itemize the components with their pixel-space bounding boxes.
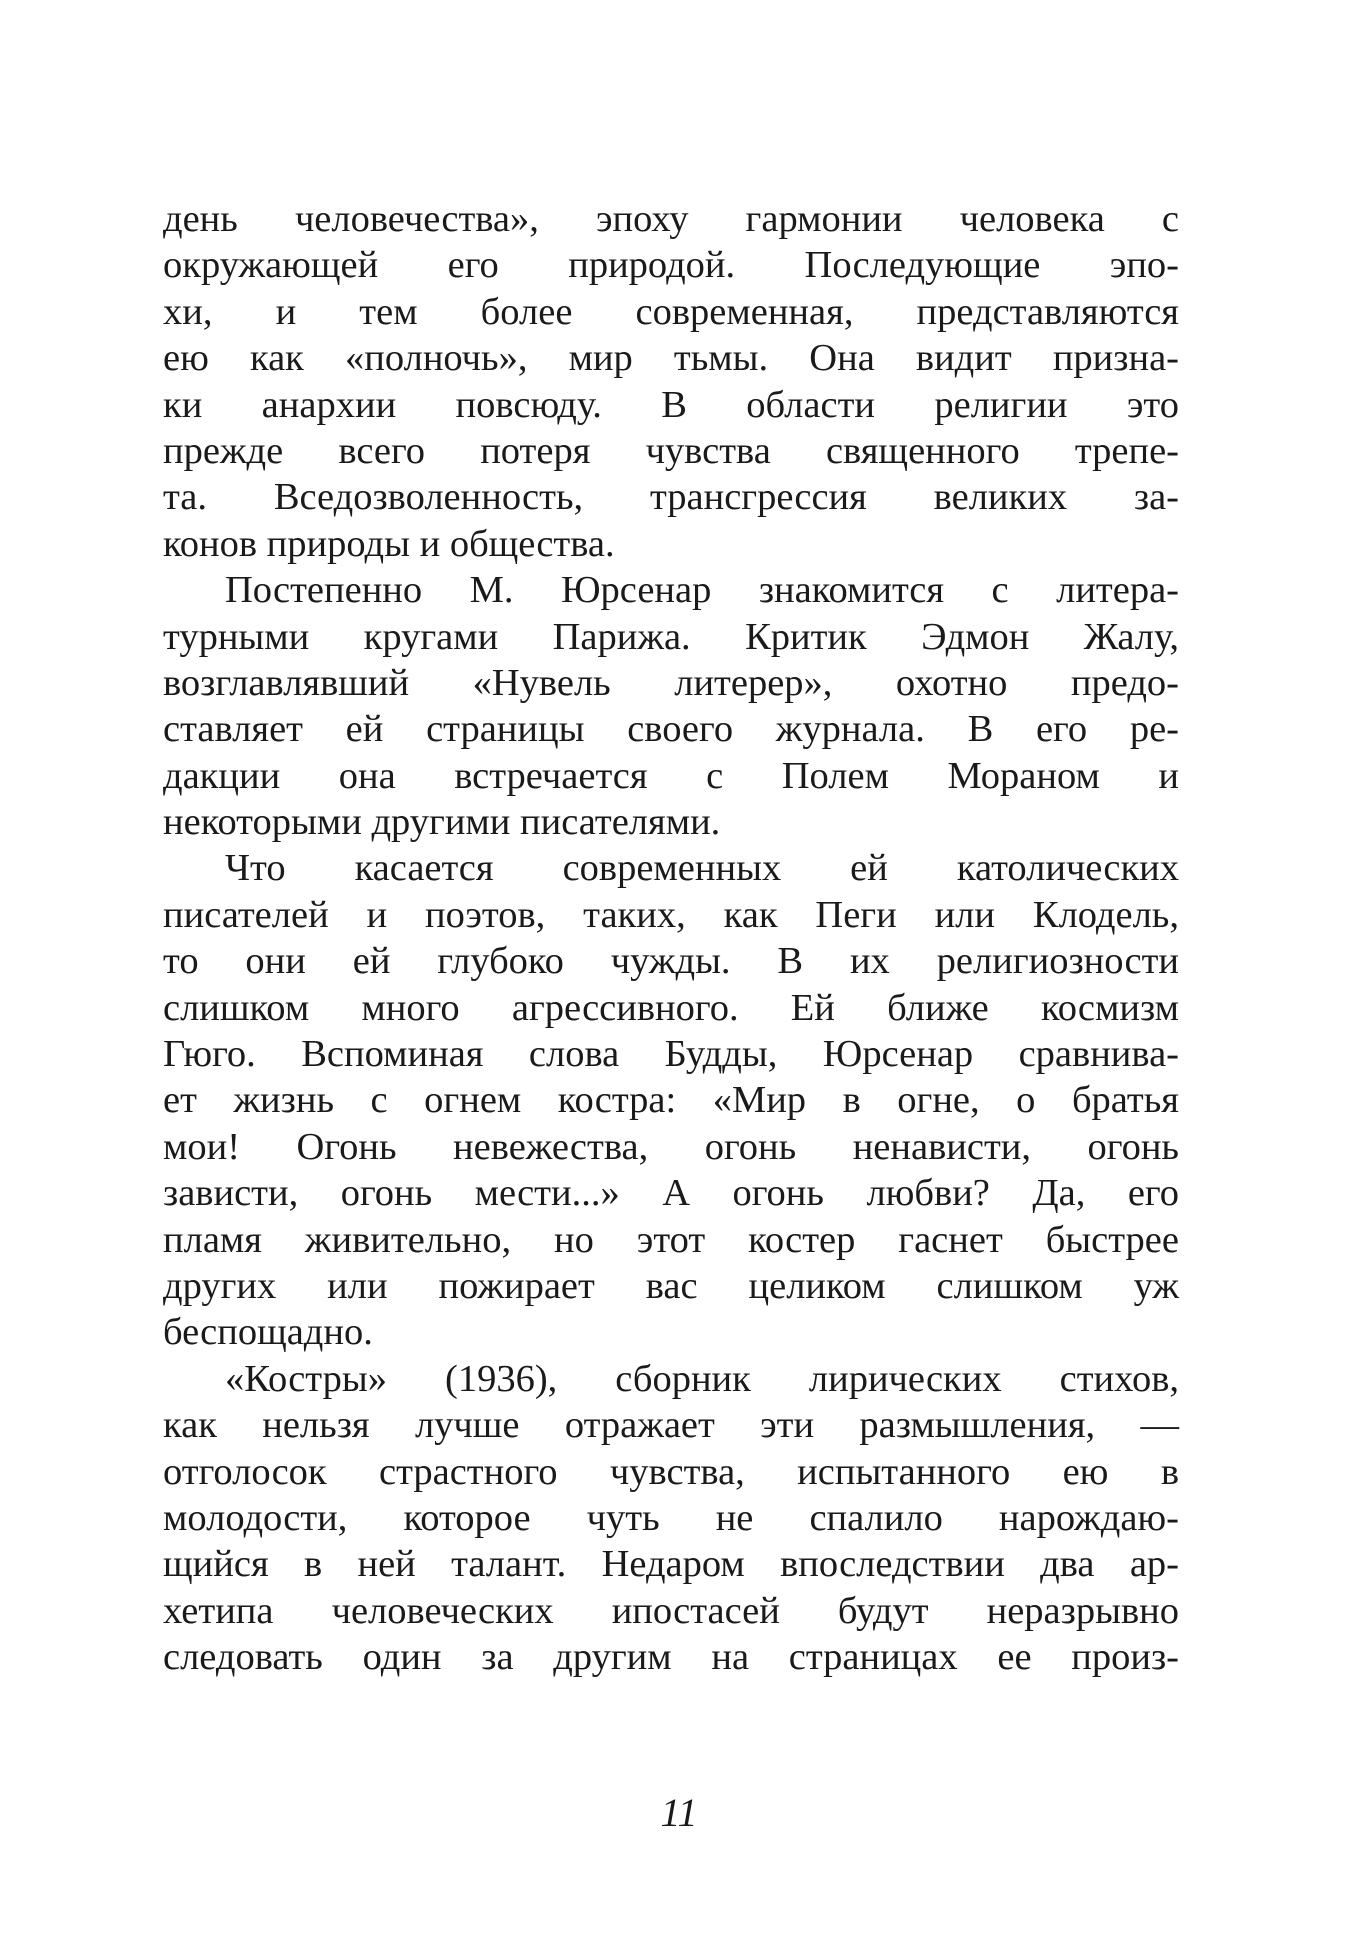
text-line: молодости, которое чуть не спалило нарождаю-: [163, 1496, 1179, 1539]
body-text: [163, 196, 1179, 1681]
text-line: дакции она встречается с Полем Мораном и: [163, 754, 1179, 797]
paragraph-2: [163, 567, 1179, 845]
text-line: Что касается современных ей католических: [225, 847, 1179, 890]
text-line: беспощадно.: [163, 1311, 373, 1354]
text-line: возглавлявший «Нувель литерер», охотно предо-: [163, 661, 1179, 704]
text-line: турными кругами Парижа. Критик Эдмон Жалу,: [163, 615, 1179, 658]
page-number: 11: [660, 1790, 698, 1835]
text-line: мои! Огонь невежества, огонь ненависти, огонь: [163, 1125, 1179, 1168]
text-line: хетипа человеческих ипостасей будут неразрывно: [163, 1589, 1179, 1632]
text-line: пламя живительно, но этот костер гаснет быстрее: [163, 1218, 1179, 1261]
text-line: других или пожирает вас целиком слишком уж: [163, 1264, 1179, 1307]
text-line: Гюго. Вспоминая слова Будды, Юрсенар сравнива-: [163, 1033, 1179, 1076]
text-line: день человечества», эпоху гармонии человека с: [163, 198, 1179, 240]
paragraph-4: [163, 1356, 1179, 1681]
text-line: конов природы и общества.: [163, 522, 615, 565]
text-line: та. Вседозволенность, трансгрессия великих за-: [163, 476, 1179, 519]
text-line: ею как «полночь», мир тьмы. Она видит призна-: [163, 337, 1179, 380]
text-line: как нельзя лучше отражает эти размышления, —: [163, 1404, 1179, 1447]
text-line: окружающей его природой. Последующие эпо-: [163, 244, 1179, 287]
paragraph-3: [163, 845, 1179, 1355]
text-line: писателей и поэтов, таких, как Пеги или Клодель,: [163, 893, 1179, 936]
text-line: ставляет ей страницы своего журнала. В его ре-: [163, 708, 1179, 751]
text-line: Постепенно М. Юрсенар знакомится с литера-: [225, 569, 1179, 612]
text-line: некоторыми другими писателями.: [163, 801, 721, 844]
text-line: щийся в ней талант. Недаром впоследствии два ар-: [163, 1543, 1179, 1586]
text-line: ки анархии повсюду. В области религии это: [163, 383, 1179, 426]
text-line: отголосок страстного чувства, испытанного ею в: [163, 1450, 1179, 1493]
text-line: «Костры» (1936), сборник лирических стихов,: [225, 1357, 1179, 1400]
text-line: зависти, огонь мести...» А огонь любви? Да, его: [163, 1172, 1179, 1215]
text-line: следовать один за другим на страницах ее произ-: [163, 1636, 1179, 1679]
text-line: ет жизнь с огнем костра: «Мир в огне, о братья: [163, 1079, 1179, 1122]
text-line: то они ей глубоко чужды. В их религиозности: [163, 940, 1179, 983]
paragraph-1: [163, 196, 1179, 567]
text-line: прежде всего потеря чувства священного трепе-: [163, 429, 1179, 472]
text-line: хи, и тем более современная, представляются: [163, 290, 1179, 333]
text-line: слишком много агрессивного. Ей ближе космизм: [163, 986, 1179, 1029]
